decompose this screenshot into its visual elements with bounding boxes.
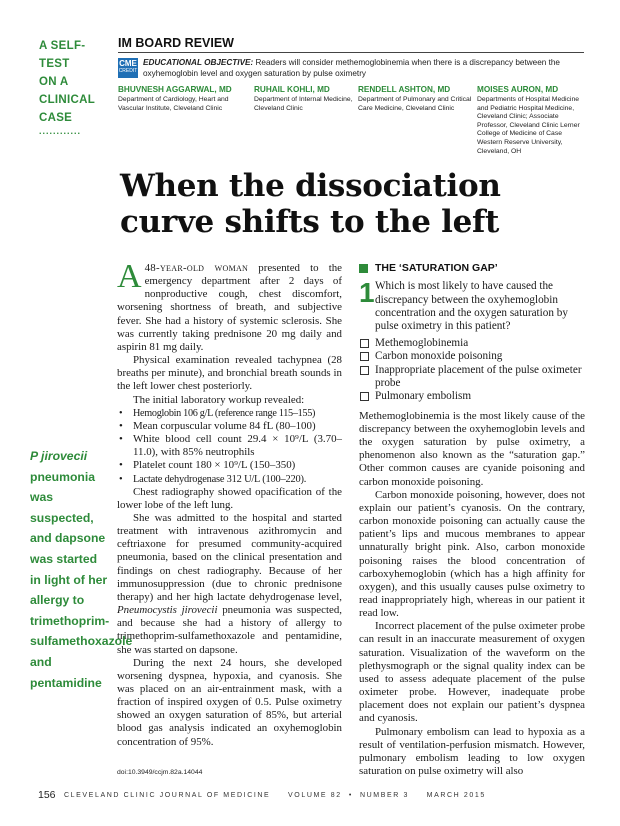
question-number: 1 [359, 277, 375, 309]
self-test-line: A SELF-TEST [39, 40, 86, 70]
admission-text: She was admitted to the hospital and started treatment with intravenous azithromycin and ceftriaxone for presumed community-acquired pneumonia, based on the clinical presentation and findings on chest radiography. Because of her immunosuppression (due to chronic prednisone therapy) and her high lactate dehydrogenase level, [117, 511, 342, 603]
answer-option[interactable] [359, 337, 585, 350]
author-affiliation: Departments of Hospital Medicine and Pediatric Hospital Medicine, Cleveland Clinic; Associate Professor, Cleveland Clinic Lerner College of Medicine of Case Western Reserve University, Cleveland, OH [477, 96, 580, 155]
radiography-paragraph: Chest radiography showed opacification of the lower lobe of the left lung. [117, 485, 342, 511]
pull-quote-organism: P jirovecii [30, 449, 88, 463]
drop-cap: A [117, 258, 142, 295]
author-name: BHUVNESH AGGARWAL, MD [118, 85, 232, 94]
header-divider [118, 52, 584, 53]
page-number: 156 [38, 789, 56, 801]
answer-paragraph: Incorrect placement of the pulse oximeter probe can result in an inaccurate measurement of oxygen saturation. Visualization of the waveform on the plethysmograph or the signal quality index can be used to assess adequate placement of the pulse oximeter probe. However, inadequate probe placement does not explain our patient’s dyspnea and cyanosis. [359, 620, 585, 725]
green-square-icon [359, 264, 368, 273]
intro-text: presented to the emergency department after 2 days of nonproductive cough, chest discomfort, worsening shortness of breath, and subjective fever. She had a history of systemic sclerosis. She was currently taking prednisone 20 mg daily and aspirin 81 mg daily. [117, 262, 342, 353]
self-test-line: CLINICAL [39, 94, 96, 106]
question-text: Which is most likely to have caused the discrepancy between the oxyhemoglobin concentration and the oxygen saturation by pulse oximetry in this patient? [375, 280, 568, 333]
article-title: When the dissociation curve shifts to the left [120, 168, 501, 240]
organism-name: Pneumocystis jirovecii [117, 604, 218, 617]
author-name: RUHAIL KOHLI, MD [254, 85, 330, 94]
lab-results-list [117, 407, 342, 486]
left-column [117, 258, 342, 749]
educational-objective [143, 58, 589, 79]
answer-option[interactable] [359, 390, 585, 403]
section-heading [359, 262, 585, 275]
author-name: RENDELL ASHTON, MD [358, 85, 451, 94]
answer-paragraph: Pulmonary embolism can lead to hypoxia as a result of ventilation-perfusion mismatch. However, pulmonary embolism leading to low oxygen saturation on pulse oximetry will also [359, 725, 585, 778]
checkbox-icon[interactable] [360, 392, 369, 401]
cme-credit-icon [118, 58, 138, 78]
doi-label: doi:10.3949/ccjm.82a.14044 [117, 769, 203, 776]
author-block [358, 84, 474, 113]
admission-text-cont: pneumonia was suspected, and because she had a history of allergy to trimethoprim-sulfamethoxazole and pentamidine, she was started on dapsone. [117, 604, 342, 656]
answer-paragraph: Carbon monoxide poisoning, however, does not explain our patient’s cyanosis. On the contrary, carbon monoxide poisoning can actually cause the patient’s lips and mucous membranes to appear unnaturally bright pink. Also, carbon monoxide poisoning raises the blood concentration of carboxyhemoglobin (which has a high affinity for oxygen), and this usually causes pulse oximetry to read inappropriately high, whereas in our patient it read low. [359, 488, 585, 620]
objective-label: EDUCATIONAL OBJECTIVE: [143, 58, 254, 67]
case-intro-paragraph [117, 258, 342, 354]
objective-text: Readers will consider methemoglobinemia when there is a discrepancy between the oxyhemoglobin level and oxygen saturation by pulse oximetry [143, 58, 560, 78]
checkbox-icon[interactable] [360, 352, 369, 361]
lab-result-item: • Platelet count 180 × 10⁹/L (150–350) [117, 459, 342, 472]
checkbox-icon[interactable] [360, 339, 369, 348]
self-test-line: CASE [39, 112, 73, 124]
answer-option-label: Pulmonary embolism [375, 390, 472, 403]
author-affiliation: Department of Cardiology, Heart and Vascular Institute, Cleveland Clinic [118, 96, 229, 112]
lab-intro-paragraph: The initial laboratory workup revealed: [133, 393, 305, 406]
checkbox-icon[interactable] [360, 366, 369, 375]
author-block [118, 84, 253, 113]
answer-option-label: Carbon monoxide poisoning [375, 350, 503, 363]
pull-quote-text: pneumonia was suspected, and dapsone was started in light of her allergy to trimethoprim-sulfamethoxazole and pentamidine [30, 469, 133, 690]
section-title: IM BOARD REVIEW [118, 36, 234, 50]
answer-options [359, 337, 585, 404]
answer-paragraph: Methemoglobinemia is the most likely cause of the discrepancy between the oxyhemoglobin levels and the oxygen saturation by pulse oximetry, a phenomenon also known as the “saturation gap.” Other common causes are cyanide poisoning and carbon monoxide poisoning. [359, 409, 585, 488]
right-column [359, 262, 585, 778]
pull-quote [30, 446, 133, 693]
self-test-tag [39, 37, 109, 135]
author-name: MOISES AURON, MD [477, 85, 559, 94]
self-test-line: ON A [39, 76, 69, 88]
deterioration-paragraph: During the next 24 hours, she developed worsening dyspnea, hypoxia, and cyanosis. She was placed on an air-entrainment mask, with a fraction of inspired oxygen of 0.5. Pulse oximetry showed an oxygen saturation of 85%, but arterial blood gas analysis indicated an oxyhemoglobin concentration of 95%. [117, 656, 342, 748]
section-heading-text: THE ‘SATURATION GAP’ [375, 262, 498, 274]
author-affiliation: Department of Internal Medicine, Cleveland Clinic [254, 96, 353, 112]
exam-paragraph: Physical examination revealed tachypnea (28 breaths per minute), and bronchial breath sounds in the left lower chest posteriorly. [117, 354, 342, 393]
lab-result-item: • Hemoglobin 106 g/L (reference range 115–155) [117, 407, 342, 420]
answer-option[interactable] [359, 350, 585, 363]
lab-result-item: • Lactate dehydrogenase 312 U/L (100–220). [117, 473, 342, 486]
dotted-rule: ............ [39, 126, 82, 136]
admission-paragraph [117, 512, 342, 657]
answer-option-label: Inappropriate placement of the pulse oximeter probe [375, 363, 582, 389]
question-block [359, 277, 585, 334]
lab-result-item: • White blood cell count 29.4 × 10⁹/L (3.70–11.0), with 85% neutrophils [117, 433, 342, 459]
cme-label: CME [119, 59, 137, 68]
intro-smallcaps: 48-year-old woman [144, 262, 249, 274]
lab-result-item: • Mean corpuscular volume 84 fL (80–100) [117, 420, 342, 433]
answer-option[interactable] [359, 364, 585, 391]
cme-sub-label: CREDIT [118, 68, 138, 74]
answer-option-label: Methemoglobinemia [375, 336, 469, 349]
author-block [254, 84, 356, 113]
author-block [477, 84, 589, 156]
journal-footer: CLEVELAND CLINIC JOURNAL OF MEDICINE VOLUME 82 • NUMBER 3 MARCH 2015 [64, 792, 486, 799]
author-affiliation: Department of Pulmonary and Critical Care Medicine, Cleveland Clinic [358, 96, 472, 112]
